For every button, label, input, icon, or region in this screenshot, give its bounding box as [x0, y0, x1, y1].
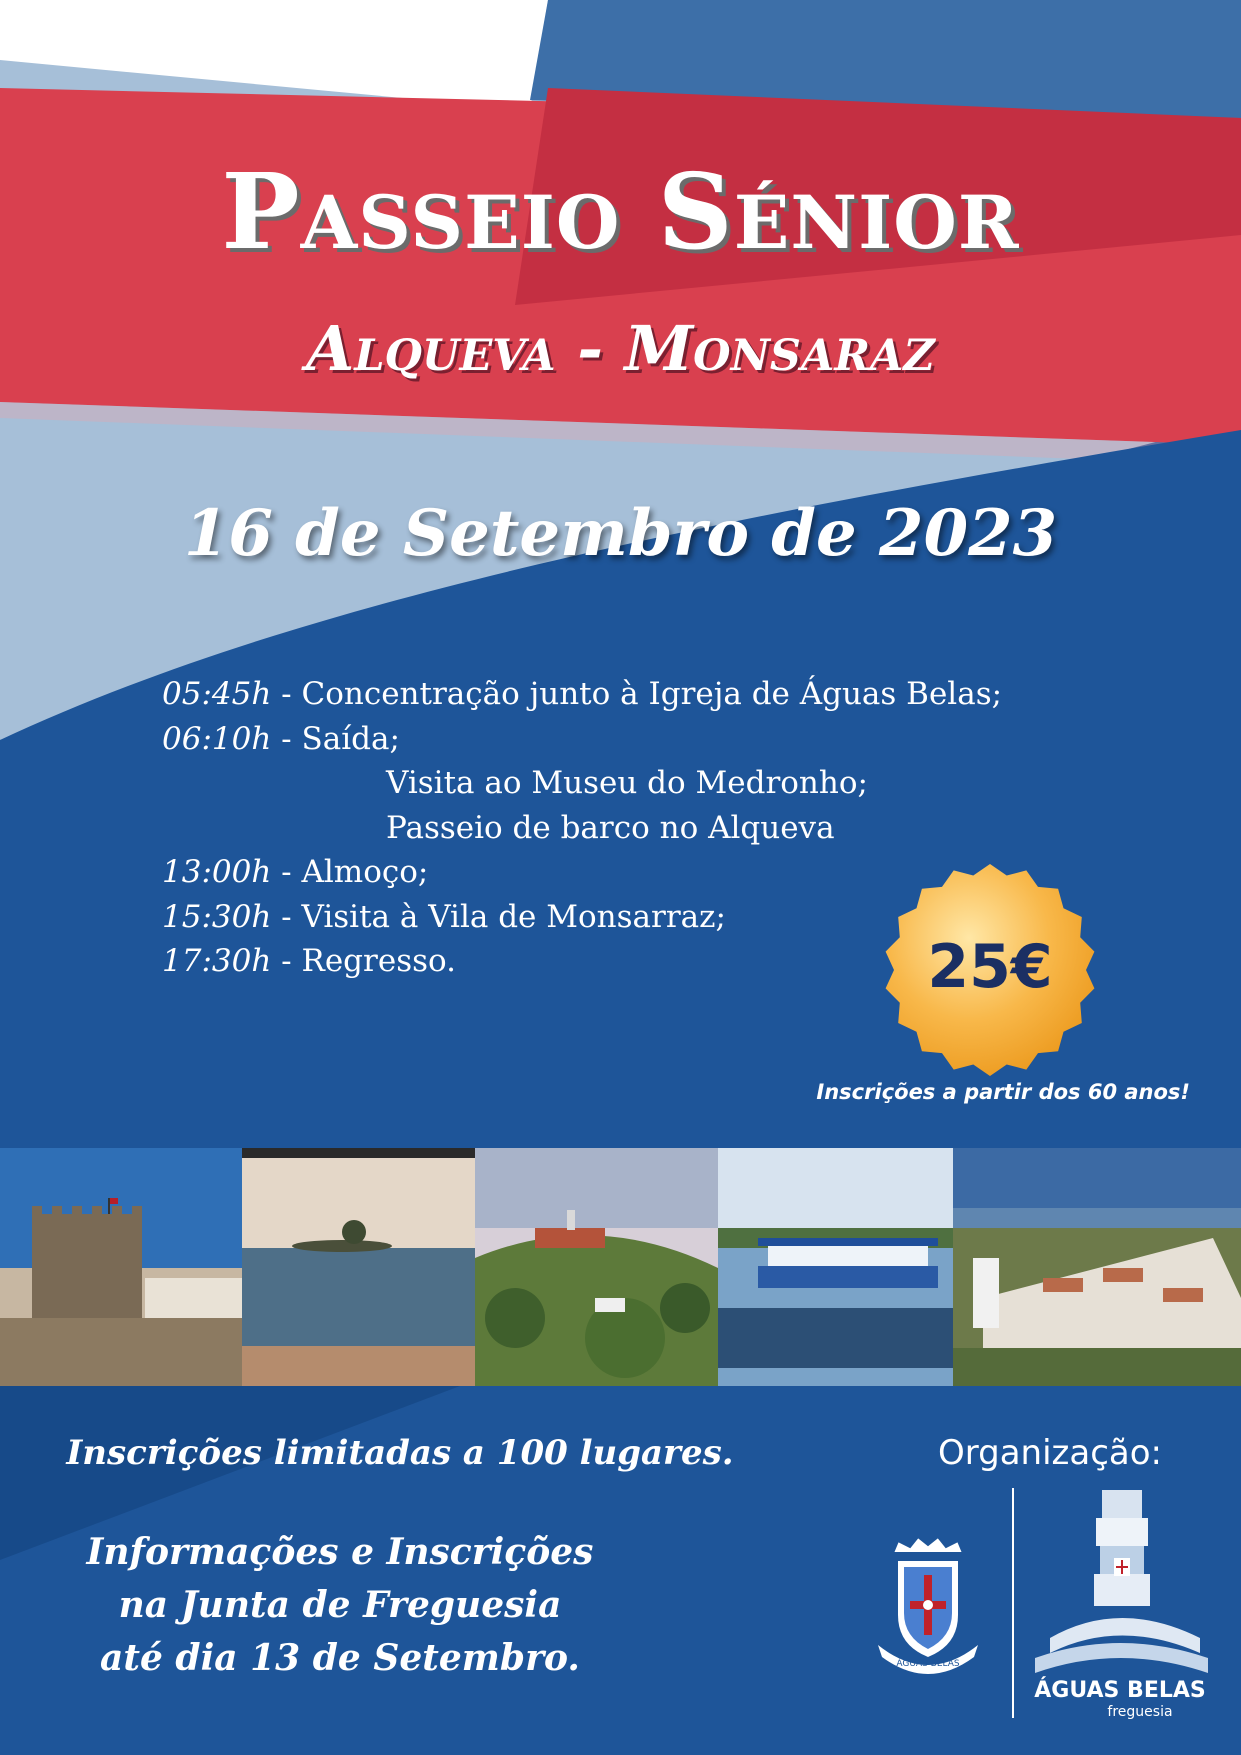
schedule-text: Almoço;	[301, 854, 429, 890]
photo-aerial	[953, 1148, 1241, 1386]
village-image	[475, 1148, 718, 1386]
photo-strip	[0, 1148, 1241, 1386]
logo-name: ÁGUAS BELAS	[1034, 1678, 1206, 1703]
schedule-time: 17:30h	[162, 943, 272, 979]
event-date: 16 de Setembro de 2023	[183, 496, 1058, 571]
schedule-time: 13:00h	[162, 854, 272, 890]
divider	[1012, 1488, 1014, 1718]
schedule-text: Saída;	[301, 720, 400, 757]
schedule-item	[162, 806, 1002, 851]
schedule-text: Visita à Vila de Monsarraz;	[301, 898, 726, 935]
schedule-item	[162, 761, 1002, 806]
photo-lake	[242, 1148, 475, 1386]
coat-of-arms-icon	[868, 1535, 988, 1685]
boat-image	[718, 1148, 953, 1386]
schedule-item: 05:45h - Concentração junto à Igreja de Águas Belas;	[162, 676, 1003, 712]
lake-image	[242, 1148, 475, 1386]
schedule-text: Visita ao Museu do Medronho;	[386, 765, 868, 801]
photo-castle	[0, 1148, 242, 1386]
aerial-image	[953, 1148, 1241, 1386]
schedule-text: Concentração junto à Igreja de Águas Belas;	[301, 676, 1003, 712]
age-note: Inscrições a partir dos 60 anos!	[816, 1080, 1190, 1104]
schedule-time: 06:10h	[162, 720, 272, 757]
schedule-text: Regresso.	[301, 943, 456, 979]
photo-boat	[718, 1148, 953, 1386]
organizer-label: Organização:	[937, 1433, 1163, 1473]
schedule-time: 05:45h	[162, 676, 272, 712]
freguesia-logo-icon	[1030, 1488, 1210, 1688]
schedule-item: 06:10h - Saída;	[162, 720, 400, 757]
schedule-list	[162, 672, 1002, 984]
crest-text: ÁGUAS BELAS	[896, 1659, 960, 1669]
schedule-item: 17:30h - Regresso.	[162, 943, 456, 979]
info-line: na Junta de Freguesia	[118, 1584, 562, 1626]
photo-village	[475, 1148, 718, 1386]
page-subtitle: Alqueva - Monsaraz	[306, 312, 935, 385]
schedule-item: 13:00h - Almoço;	[162, 854, 429, 890]
registration-info	[0, 1526, 680, 1685]
info-line: Informações e Inscrições	[86, 1531, 594, 1573]
price-label: 25€	[927, 932, 1053, 1002]
castle-image	[0, 1148, 242, 1386]
schedule-time: 15:30h	[162, 898, 272, 935]
logo-subtitle: freguesia	[1107, 1704, 1173, 1720]
limited-spots: Inscrições limitadas a 100 lugares.	[66, 1433, 734, 1473]
schedule-text: Passeio de barco no Alqueva	[386, 809, 835, 846]
page-title: Passeio Sénior	[221, 150, 1020, 273]
schedule-item: 15:30h - Visita à Vila de Monsarraz;	[162, 898, 726, 935]
info-line: até dia 13 de Setembro.	[100, 1637, 580, 1679]
